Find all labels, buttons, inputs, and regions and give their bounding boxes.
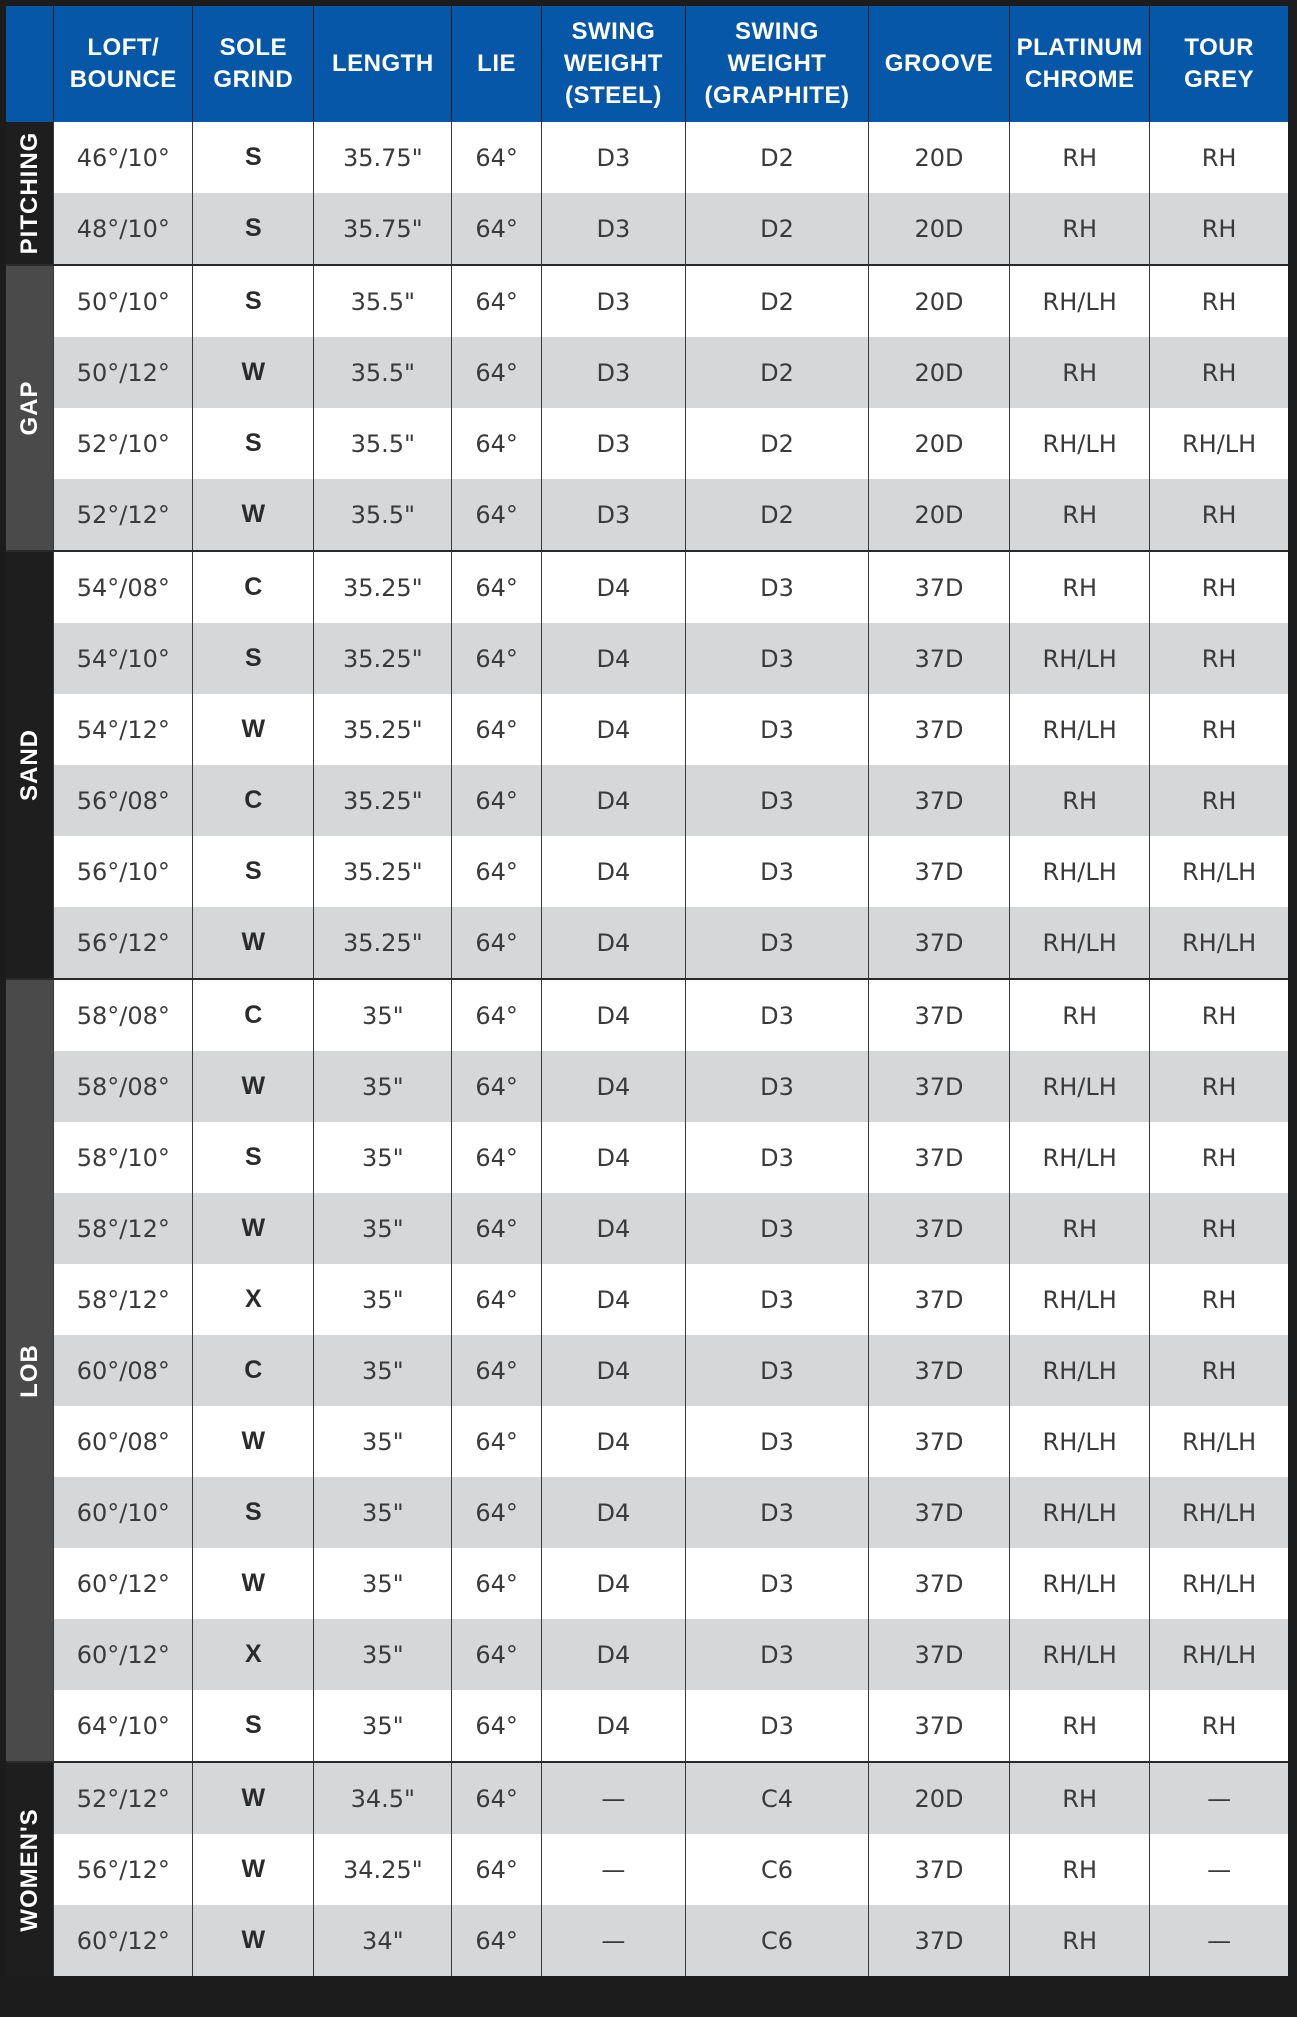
- table-row: [6, 337, 1288, 408]
- cell-lie: 64°: [452, 907, 541, 979]
- cell-swing-weight-steel: D3: [541, 122, 685, 193]
- cell-groove: 37D: [868, 1548, 1009, 1619]
- cell-sole-grind: S: [193, 1690, 314, 1762]
- table-row: [6, 193, 1288, 265]
- cell-groove: 37D: [868, 1905, 1009, 1976]
- cell-swing-weight-graphite: D3: [686, 1193, 869, 1264]
- cell-length: 35.25": [314, 551, 452, 623]
- cell-sole-grind: C: [193, 1335, 314, 1406]
- cell-sole-grind: W: [193, 1905, 314, 1976]
- cell-swing-weight-graphite: D3: [686, 1122, 869, 1193]
- cell-sole-grind: W: [193, 1051, 314, 1122]
- cell-tour-grey: —: [1150, 1834, 1288, 1905]
- cell-swing-weight-graphite: D3: [686, 765, 869, 836]
- cell-platinum-chrome: RH: [1010, 479, 1150, 551]
- cell-swing-weight-graphite: D3: [686, 1477, 869, 1548]
- table-body: [6, 122, 1288, 1976]
- cell-lie: 64°: [452, 1122, 541, 1193]
- cell-loft-bounce: 50°/12°: [54, 337, 193, 408]
- cell-platinum-chrome: RH/LH: [1010, 623, 1150, 694]
- cell-tour-grey: RH/LH: [1150, 1548, 1288, 1619]
- cell-swing-weight-graphite: D3: [686, 979, 869, 1051]
- cell-groove: 37D: [868, 1335, 1009, 1406]
- cell-loft-bounce: 60°/12°: [54, 1548, 193, 1619]
- cell-groove: 37D: [868, 907, 1009, 979]
- cell-groove: 37D: [868, 1051, 1009, 1122]
- cell-swing-weight-graphite: D3: [686, 694, 869, 765]
- cell-platinum-chrome: RH: [1010, 1690, 1150, 1762]
- table-row: [6, 551, 1288, 623]
- cell-sole-grind: C: [193, 765, 314, 836]
- cell-lie: 64°: [452, 1690, 541, 1762]
- cell-length: 35.25": [314, 694, 452, 765]
- cell-swing-weight-steel: D4: [541, 1619, 685, 1690]
- cell-platinum-chrome: RH: [1010, 122, 1150, 193]
- cell-swing-weight-steel: D4: [541, 1264, 685, 1335]
- cell-swing-weight-graphite: D3: [686, 1690, 869, 1762]
- cell-sole-grind: W: [193, 1193, 314, 1264]
- cell-loft-bounce: 46°/10°: [54, 122, 193, 193]
- cell-lie: 64°: [452, 1762, 541, 1834]
- cell-platinum-chrome: RH: [1010, 1193, 1150, 1264]
- category-label: GAP: [15, 380, 43, 436]
- cell-loft-bounce: 60°/08°: [54, 1335, 193, 1406]
- cell-groove: 37D: [868, 1619, 1009, 1690]
- cell-swing-weight-steel: D3: [541, 265, 685, 337]
- cell-platinum-chrome: RH/LH: [1010, 1406, 1150, 1477]
- cell-sole-grind: S: [193, 623, 314, 694]
- cell-loft-bounce: 58°/08°: [54, 1051, 193, 1122]
- cell-platinum-chrome: RH/LH: [1010, 694, 1150, 765]
- cell-sole-grind: C: [193, 551, 314, 623]
- table-row: [6, 979, 1288, 1051]
- table-row: [6, 1834, 1288, 1905]
- table-row: [6, 1619, 1288, 1690]
- cell-groove: 37D: [868, 1834, 1009, 1905]
- cell-swing-weight-steel: D4: [541, 1548, 685, 1619]
- cell-swing-weight-steel: D4: [541, 1122, 685, 1193]
- cell-platinum-chrome: RH: [1010, 1905, 1150, 1976]
- cell-lie: 64°: [452, 765, 541, 836]
- cell-length: 35.5": [314, 408, 452, 479]
- table-row: [6, 1264, 1288, 1335]
- cell-loft-bounce: 54°/10°: [54, 623, 193, 694]
- table-row: [6, 623, 1288, 694]
- cell-groove: 20D: [868, 265, 1009, 337]
- cell-length: 35.75": [314, 193, 452, 265]
- cell-swing-weight-graphite: D2: [686, 337, 869, 408]
- cell-tour-grey: RH: [1150, 122, 1288, 193]
- cell-swing-weight-graphite: D2: [686, 479, 869, 551]
- cell-loft-bounce: 56°/12°: [54, 907, 193, 979]
- cell-lie: 64°: [452, 1193, 541, 1264]
- cell-platinum-chrome: RH/LH: [1010, 1051, 1150, 1122]
- cell-swing-weight-steel: D4: [541, 907, 685, 979]
- cell-swing-weight-steel: D4: [541, 694, 685, 765]
- cell-tour-grey: RH/LH: [1150, 408, 1288, 479]
- cell-tour-grey: RH: [1150, 979, 1288, 1051]
- category-label-cell: [6, 265, 54, 551]
- cell-length: 35": [314, 1477, 452, 1548]
- cell-groove: 20D: [868, 337, 1009, 408]
- cell-groove: 37D: [868, 836, 1009, 907]
- header-loft-bounce: LOFT/ BOUNCE: [54, 6, 193, 122]
- cell-length: 34": [314, 1905, 452, 1976]
- cell-lie: 64°: [452, 623, 541, 694]
- header-platinum-chrome: PLATINUM CHROME: [1010, 6, 1150, 122]
- cell-groove: 37D: [868, 1193, 1009, 1264]
- cell-lie: 64°: [452, 1834, 541, 1905]
- cell-swing-weight-steel: D4: [541, 979, 685, 1051]
- cell-loft-bounce: 60°/12°: [54, 1905, 193, 1976]
- cell-lie: 64°: [452, 1051, 541, 1122]
- cell-swing-weight-steel: D4: [541, 1335, 685, 1406]
- cell-swing-weight-graphite: D3: [686, 1619, 869, 1690]
- cell-swing-weight-graphite: C4: [686, 1762, 869, 1834]
- cell-tour-grey: RH: [1150, 1264, 1288, 1335]
- cell-sole-grind: W: [193, 1406, 314, 1477]
- cell-tour-grey: RH/LH: [1150, 1406, 1288, 1477]
- category-label-cell: [6, 979, 54, 1762]
- cell-swing-weight-graphite: D2: [686, 122, 869, 193]
- table-row: [6, 1122, 1288, 1193]
- cell-length: 35.25": [314, 765, 452, 836]
- cell-length: 35": [314, 1406, 452, 1477]
- header-lie: LIE: [452, 6, 541, 122]
- cell-lie: 64°: [452, 979, 541, 1051]
- cell-sole-grind: W: [193, 479, 314, 551]
- header-sole-grind: SOLE GRIND: [193, 6, 314, 122]
- cell-platinum-chrome: RH: [1010, 765, 1150, 836]
- cell-tour-grey: RH/LH: [1150, 1619, 1288, 1690]
- cell-platinum-chrome: RH/LH: [1010, 907, 1150, 979]
- table-row: [6, 1905, 1288, 1976]
- table-row: [6, 1051, 1288, 1122]
- cell-loft-bounce: 54°/08°: [54, 551, 193, 623]
- cell-platinum-chrome: RH/LH: [1010, 1619, 1150, 1690]
- cell-lie: 64°: [452, 1619, 541, 1690]
- cell-swing-weight-graphite: D3: [686, 1335, 869, 1406]
- cell-swing-weight-steel: D4: [541, 551, 685, 623]
- cell-tour-grey: RH: [1150, 1690, 1288, 1762]
- cell-loft-bounce: 60°/10°: [54, 1477, 193, 1548]
- cell-tour-grey: RH: [1150, 765, 1288, 836]
- cell-sole-grind: S: [193, 1477, 314, 1548]
- cell-tour-grey: RH/LH: [1150, 907, 1288, 979]
- cell-groove: 37D: [868, 979, 1009, 1051]
- cell-sole-grind: W: [193, 694, 314, 765]
- cell-length: 34.25": [314, 1834, 452, 1905]
- cell-lie: 64°: [452, 836, 541, 907]
- cell-tour-grey: RH: [1150, 1051, 1288, 1122]
- cell-groove: 20D: [868, 193, 1009, 265]
- cell-groove: 37D: [868, 1477, 1009, 1548]
- cell-swing-weight-steel: D3: [541, 408, 685, 479]
- table-row: [6, 1548, 1288, 1619]
- cell-loft-bounce: 58°/12°: [54, 1264, 193, 1335]
- cell-swing-weight-graphite: D3: [686, 623, 869, 694]
- cell-swing-weight-graphite: D3: [686, 1264, 869, 1335]
- cell-length: 35": [314, 979, 452, 1051]
- cell-tour-grey: —: [1150, 1905, 1288, 1976]
- cell-loft-bounce: 56°/10°: [54, 836, 193, 907]
- table-row: [6, 1477, 1288, 1548]
- cell-groove: 37D: [868, 1264, 1009, 1335]
- cell-groove: 20D: [868, 408, 1009, 479]
- cell-tour-grey: RH: [1150, 193, 1288, 265]
- cell-sole-grind: S: [193, 836, 314, 907]
- header-groove: GROOVE: [868, 6, 1009, 122]
- cell-platinum-chrome: RH/LH: [1010, 265, 1150, 337]
- category-label: WOMEN'S: [15, 1807, 43, 1932]
- cell-length: 35": [314, 1264, 452, 1335]
- cell-swing-weight-steel: D3: [541, 337, 685, 408]
- cell-loft-bounce: 52°/12°: [54, 1762, 193, 1834]
- table-row: [6, 122, 1288, 193]
- cell-lie: 64°: [452, 122, 541, 193]
- wedge-spec-table: [6, 6, 1288, 1976]
- cell-platinum-chrome: RH/LH: [1010, 1122, 1150, 1193]
- cell-swing-weight-steel: D4: [541, 1690, 685, 1762]
- cell-platinum-chrome: RH: [1010, 551, 1150, 623]
- cell-length: 35": [314, 1122, 452, 1193]
- category-label: SAND: [15, 728, 43, 802]
- table-row: [6, 479, 1288, 551]
- cell-platinum-chrome: RH/LH: [1010, 1548, 1150, 1619]
- cell-loft-bounce: 54°/12°: [54, 694, 193, 765]
- table-row: [6, 408, 1288, 479]
- cell-loft-bounce: 48°/10°: [54, 193, 193, 265]
- cell-sole-grind: S: [193, 265, 314, 337]
- cell-swing-weight-steel: D3: [541, 193, 685, 265]
- table-row: [6, 694, 1288, 765]
- cell-loft-bounce: 60°/12°: [54, 1619, 193, 1690]
- cell-lie: 64°: [452, 479, 541, 551]
- cell-length: 35": [314, 1051, 452, 1122]
- cell-sole-grind: C: [193, 979, 314, 1051]
- cell-groove: 37D: [868, 765, 1009, 836]
- cell-swing-weight-graphite: C6: [686, 1834, 869, 1905]
- cell-loft-bounce: 60°/08°: [54, 1406, 193, 1477]
- cell-groove: 37D: [868, 623, 1009, 694]
- cell-length: 35": [314, 1193, 452, 1264]
- cell-loft-bounce: 58°/08°: [54, 979, 193, 1051]
- cell-tour-grey: RH/LH: [1150, 836, 1288, 907]
- cell-lie: 64°: [452, 1548, 541, 1619]
- cell-swing-weight-steel: D4: [541, 1406, 685, 1477]
- cell-length: 35.5": [314, 479, 452, 551]
- cell-tour-grey: RH/LH: [1150, 1477, 1288, 1548]
- cell-swing-weight-steel: D4: [541, 765, 685, 836]
- cell-loft-bounce: 56°/08°: [54, 765, 193, 836]
- header-swing-weight-steel: SWING WEIGHT (STEEL): [541, 6, 685, 122]
- cell-platinum-chrome: RH/LH: [1010, 408, 1150, 479]
- cell-length: 35.75": [314, 122, 452, 193]
- category-label: LOB: [15, 1343, 43, 1398]
- cell-platinum-chrome: RH/LH: [1010, 1264, 1150, 1335]
- cell-swing-weight-steel: —: [541, 1762, 685, 1834]
- cell-platinum-chrome: RH: [1010, 979, 1150, 1051]
- cell-loft-bounce: 50°/10°: [54, 265, 193, 337]
- cell-platinum-chrome: RH: [1010, 1834, 1150, 1905]
- cell-swing-weight-steel: D4: [541, 1477, 685, 1548]
- cell-lie: 64°: [452, 1477, 541, 1548]
- cell-length: 35": [314, 1335, 452, 1406]
- cell-sole-grind: W: [193, 1834, 314, 1905]
- cell-swing-weight-steel: D4: [541, 836, 685, 907]
- category-label-cell: [6, 551, 54, 979]
- cell-sole-grind: X: [193, 1619, 314, 1690]
- cell-swing-weight-graphite: D2: [686, 408, 869, 479]
- cell-sole-grind: W: [193, 907, 314, 979]
- header-tour-grey: TOUR GREY: [1150, 6, 1288, 122]
- cell-loft-bounce: 52°/12°: [54, 479, 193, 551]
- cell-loft-bounce: 58°/12°: [54, 1193, 193, 1264]
- cell-groove: 37D: [868, 1406, 1009, 1477]
- table-row: [6, 836, 1288, 907]
- cell-length: 35": [314, 1690, 452, 1762]
- cell-sole-grind: S: [193, 122, 314, 193]
- cell-swing-weight-steel: D4: [541, 1193, 685, 1264]
- table-row: [6, 1193, 1288, 1264]
- cell-swing-weight-graphite: D2: [686, 193, 869, 265]
- category-label-cell: [6, 122, 54, 265]
- header-length: LENGTH: [314, 6, 452, 122]
- cell-lie: 64°: [452, 265, 541, 337]
- cell-groove: 37D: [868, 1122, 1009, 1193]
- cell-length: 35": [314, 1548, 452, 1619]
- table-row: [6, 765, 1288, 836]
- cell-sole-grind: X: [193, 1264, 314, 1335]
- cell-swing-weight-graphite: D2: [686, 265, 869, 337]
- cell-platinum-chrome: RH/LH: [1010, 836, 1150, 907]
- cell-lie: 64°: [452, 408, 541, 479]
- table-row: [6, 265, 1288, 337]
- cell-groove: 37D: [868, 694, 1009, 765]
- cell-tour-grey: RH: [1150, 265, 1288, 337]
- cell-swing-weight-graphite: D3: [686, 551, 869, 623]
- cell-lie: 64°: [452, 337, 541, 408]
- cell-length: 35.25": [314, 836, 452, 907]
- category-label: PITCHING: [15, 131, 43, 255]
- cell-platinum-chrome: RH: [1010, 1762, 1150, 1834]
- cell-groove: 20D: [868, 1762, 1009, 1834]
- cell-tour-grey: RH: [1150, 1335, 1288, 1406]
- cell-loft-bounce: 56°/12°: [54, 1834, 193, 1905]
- table-row: [6, 1335, 1288, 1406]
- cell-tour-grey: RH: [1150, 479, 1288, 551]
- cell-loft-bounce: 58°/10°: [54, 1122, 193, 1193]
- cell-sole-grind: W: [193, 337, 314, 408]
- cell-length: 35.5": [314, 265, 452, 337]
- cell-tour-grey: —: [1150, 1762, 1288, 1834]
- cell-length: 34.5": [314, 1762, 452, 1834]
- cell-lie: 64°: [452, 1335, 541, 1406]
- table-row: [6, 1762, 1288, 1834]
- cell-length: 35": [314, 1619, 452, 1690]
- cell-lie: 64°: [452, 1406, 541, 1477]
- cell-sole-grind: S: [193, 1122, 314, 1193]
- table-row: [6, 1690, 1288, 1762]
- cell-swing-weight-graphite: D3: [686, 1548, 869, 1619]
- cell-platinum-chrome: RH/LH: [1010, 1335, 1150, 1406]
- cell-swing-weight-steel: D3: [541, 479, 685, 551]
- cell-swing-weight-graphite: C6: [686, 1905, 869, 1976]
- cell-swing-weight-graphite: D3: [686, 907, 869, 979]
- cell-swing-weight-graphite: D3: [686, 836, 869, 907]
- cell-swing-weight-steel: D4: [541, 623, 685, 694]
- cell-swing-weight-steel: —: [541, 1834, 685, 1905]
- cell-tour-grey: RH: [1150, 1122, 1288, 1193]
- cell-length: 35.5": [314, 337, 452, 408]
- cell-platinum-chrome: RH: [1010, 337, 1150, 408]
- cell-groove: 37D: [868, 1690, 1009, 1762]
- cell-length: 35.25": [314, 907, 452, 979]
- cell-swing-weight-steel: D4: [541, 1051, 685, 1122]
- cell-lie: 64°: [452, 551, 541, 623]
- cell-sole-grind: W: [193, 1762, 314, 1834]
- cell-tour-grey: RH: [1150, 694, 1288, 765]
- header-swing-weight-graphite: SWING WEIGHT (GRAPHITE): [686, 6, 869, 122]
- cell-tour-grey: RH: [1150, 1193, 1288, 1264]
- cell-loft-bounce: 52°/10°: [54, 408, 193, 479]
- cell-length: 35.25": [314, 623, 452, 694]
- cell-groove: 37D: [868, 551, 1009, 623]
- table-row: [6, 1406, 1288, 1477]
- header-corner: [6, 6, 54, 122]
- cell-sole-grind: S: [193, 408, 314, 479]
- cell-lie: 64°: [452, 1264, 541, 1335]
- cell-tour-grey: RH: [1150, 623, 1288, 694]
- cell-lie: 64°: [452, 193, 541, 265]
- cell-sole-grind: S: [193, 193, 314, 265]
- cell-loft-bounce: 64°/10°: [54, 1690, 193, 1762]
- cell-swing-weight-steel: —: [541, 1905, 685, 1976]
- cell-platinum-chrome: RH/LH: [1010, 1477, 1150, 1548]
- cell-groove: 20D: [868, 479, 1009, 551]
- cell-tour-grey: RH: [1150, 337, 1288, 408]
- category-label-cell: [6, 1762, 54, 1976]
- header-row: [6, 6, 1288, 122]
- cell-groove: 20D: [868, 122, 1009, 193]
- cell-platinum-chrome: RH: [1010, 193, 1150, 265]
- table-row: [6, 907, 1288, 979]
- cell-swing-weight-graphite: D3: [686, 1406, 869, 1477]
- cell-sole-grind: W: [193, 1548, 314, 1619]
- cell-lie: 64°: [452, 694, 541, 765]
- cell-tour-grey: RH: [1150, 551, 1288, 623]
- cell-swing-weight-graphite: D3: [686, 1051, 869, 1122]
- cell-lie: 64°: [452, 1905, 541, 1976]
